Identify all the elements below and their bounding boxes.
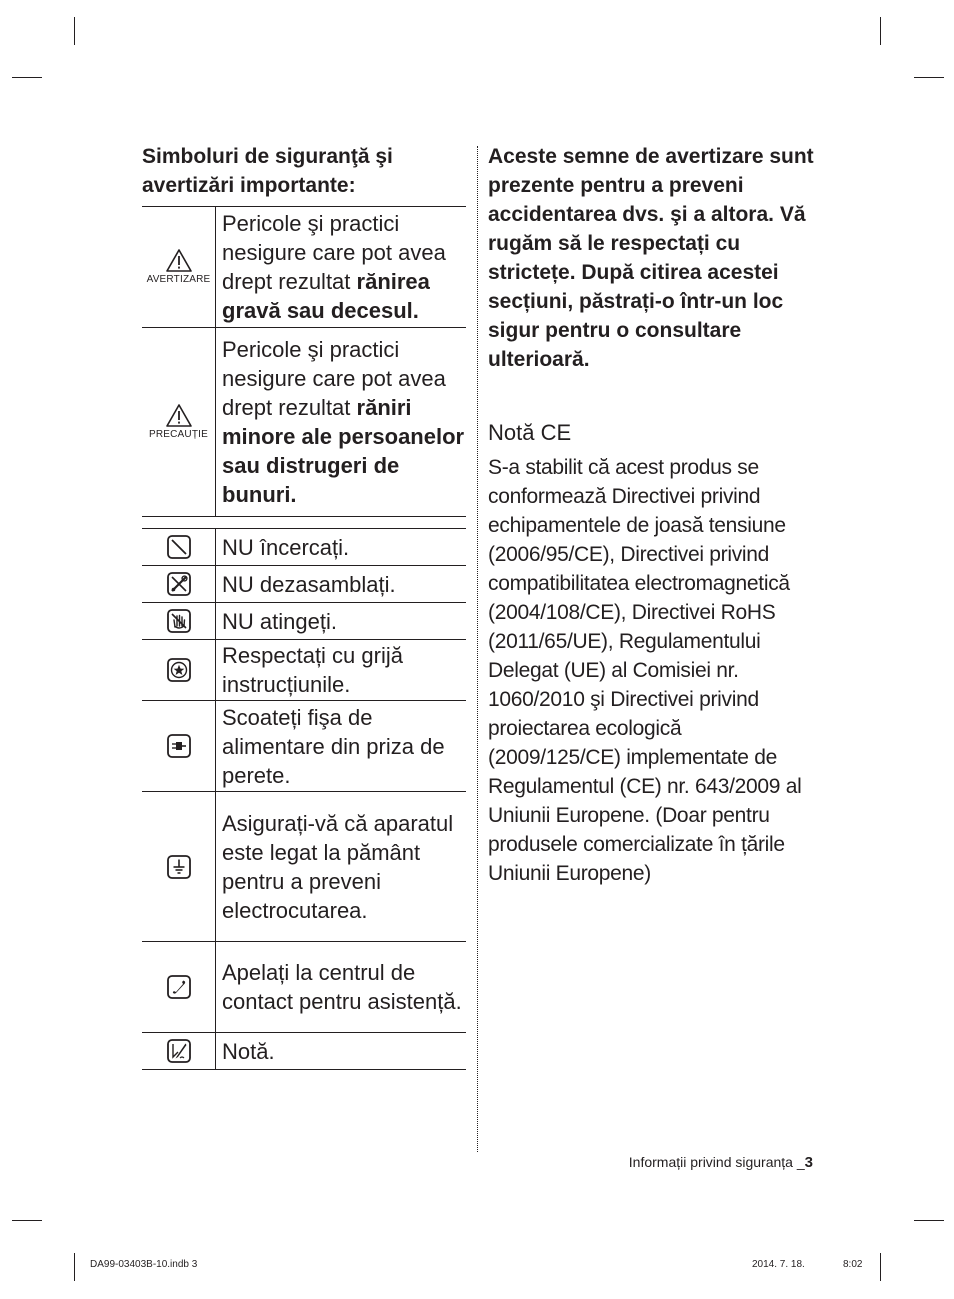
page-number: 3 <box>804 1154 813 1171</box>
symbol-text: Notă. <box>216 1033 467 1070</box>
follow-instructions-icon <box>167 658 191 682</box>
symbol-row <box>142 640 466 701</box>
phone-icon <box>167 975 191 999</box>
crop-mark <box>914 1220 944 1221</box>
crop-mark <box>880 1253 881 1281</box>
right-column <box>488 142 818 888</box>
symbol-row <box>142 566 466 603</box>
symbol-row <box>142 603 466 640</box>
warning-row <box>142 207 466 328</box>
footer-section-label: Informații privind siguranța _ <box>628 1154 805 1170</box>
symbol-row <box>142 701 466 792</box>
caution-icon-cell <box>142 328 216 517</box>
symbol-text: NU încercați. <box>216 529 467 566</box>
symbol-row <box>142 792 466 942</box>
symbol-row <box>142 942 466 1033</box>
caution-label: PRECAUȚIE <box>148 429 209 440</box>
notice-paragraph: Aceste semne de avertizare sunt prezente pentru a preveni accidentarea dvs. şi a altora. Vă rugăm să le respectați cu strictețe. După citirea acestei secțiuni, păstrați-o într-un loc sigur pentru o consultare ulterioară. <box>488 145 814 371</box>
print-date: 2014. 7. 18. <box>752 1259 805 1270</box>
symbol-text: Respectați cu grijă instrucțiunile. <box>216 640 467 701</box>
symbol-text: Asigurați-vă că aparatul este legat la pământ pentru a preveni electrocutarea. <box>216 792 467 942</box>
unplug-icon <box>167 734 191 758</box>
do-not-disassemble-icon <box>167 572 191 596</box>
note-icon <box>167 1039 191 1063</box>
crop-mark <box>74 1253 75 1281</box>
symbols-table <box>142 206 466 1070</box>
column-divider <box>477 146 478 1152</box>
warning-triangle-icon <box>165 248 193 273</box>
symbol-row <box>142 529 466 566</box>
crop-mark <box>12 77 42 78</box>
warning-description: Pericole şi practici nesigure care pot avea drept rezultat rănirea gravă sau decesul. <box>216 207 467 328</box>
warning-icon-cell <box>142 207 216 328</box>
safety-symbols-section <box>142 142 466 1070</box>
ce-note-title: Notă CE <box>488 420 572 445</box>
do-not-attempt-icon <box>167 535 191 559</box>
symbol-text: NU atingeți. <box>216 603 467 640</box>
caution-row <box>142 328 466 517</box>
symbol-row <box>142 1033 466 1070</box>
print-file-info: DA99-03403B-10.indb 3 <box>90 1259 198 1270</box>
warning-label: AVERTIZARE <box>146 274 211 285</box>
crop-mark <box>74 17 75 45</box>
symbol-text: Scoateți fişa de alimentare din priza de perete. <box>216 701 467 792</box>
page-footer <box>629 1154 813 1171</box>
table-gap <box>142 517 466 529</box>
do-not-touch-icon <box>167 609 191 633</box>
print-time: 8:02 <box>843 1259 863 1270</box>
caution-description: Pericole şi practici nesigure care pot avea drept rezultat răniri minore ale persoanelor sau distrugeri de bunuri. <box>216 328 467 517</box>
crop-mark <box>12 1220 42 1221</box>
symbol-text: NU dezasamblați. <box>216 566 467 603</box>
symbol-text: Apelați la centrul de contact pentru asistență. <box>216 942 467 1033</box>
crop-mark <box>914 77 944 78</box>
caution-triangle-icon <box>165 403 193 428</box>
crop-mark <box>880 17 881 45</box>
ground-icon <box>167 855 191 879</box>
ce-note-body: S-a stabilit că acest produs se conformează Directivei privind echipamentele de joasă tensiune (2006/95/CE), Directivei privind compatibilitatea electromagnetică (2004/108/CE), Directivei RoHS (2011/65/UE), Regulamentului Delegat (UE) al Comisiei nr. 1060/2010 şi Directivei privind proiectarea ecologică (2009/125/CE) implementate de Regulamentul (CE) nr. 643/2009 al Uniunii Europene. (Doar pentru produsele comercializate în țările Uniunii Europene) <box>488 456 802 885</box>
section-title: Simboluri de siguranţă şi avertizări importante: <box>142 145 393 197</box>
